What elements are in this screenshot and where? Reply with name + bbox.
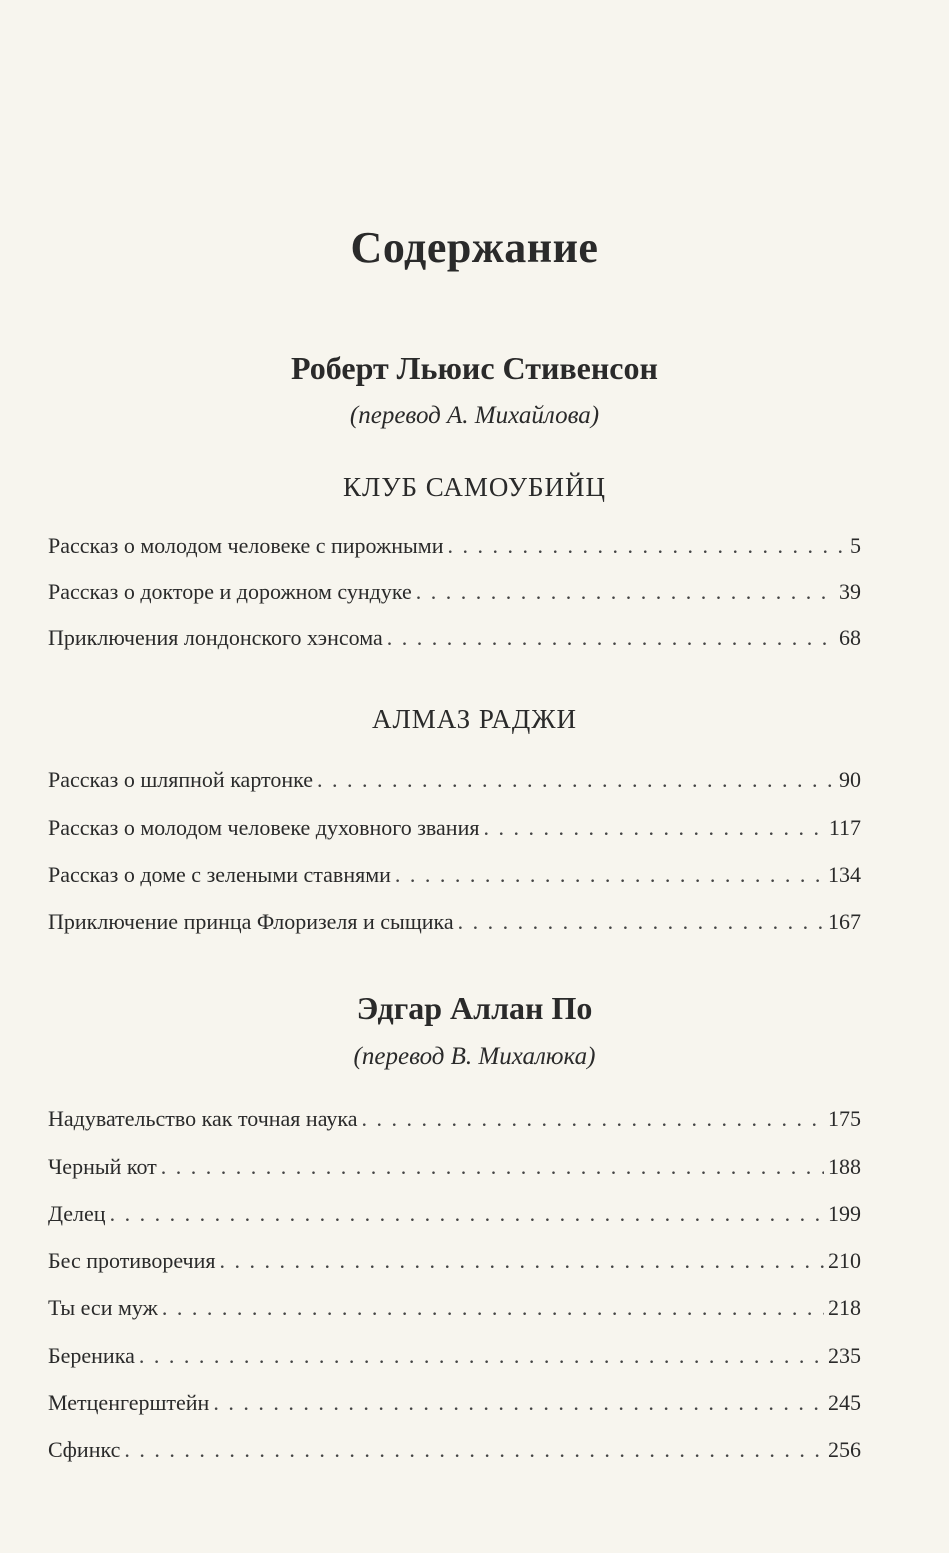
toc-entry-title: Бес противоречия (48, 1248, 216, 1273)
toc-entry[interactable] (48, 1385, 861, 1421)
toc-entry-title: Приключение принца Флоризеля и сыщика (48, 909, 454, 934)
toc-entry-page: 90 (839, 767, 861, 792)
leader-dots (361, 1101, 824, 1137)
section-title: АЛМАЗ РАДЖИ (371, 704, 578, 734)
toc-entry-title: Рассказ о докторе и дорожном сундуке (48, 579, 412, 604)
toc-entry[interactable] (48, 574, 861, 610)
section-title: КЛУБ САМОУБИЙЦ (343, 472, 606, 502)
leader-dots (124, 1432, 824, 1468)
toc-entry[interactable] (48, 1243, 861, 1279)
toc-entry-page: 175 (828, 1106, 861, 1131)
toc-entry-title: Надувательство как точная наука (48, 1106, 358, 1131)
leader-dots (161, 1149, 824, 1185)
leader-dots (139, 1338, 824, 1374)
toc-entry-page: 210 (828, 1248, 861, 1273)
toc-entry-title: Рассказ о доме с зелеными ставнями (48, 862, 391, 887)
leader-dots (317, 762, 835, 798)
toc-entry-page: 134 (828, 862, 861, 887)
toc-entry-title: Рассказ о молодом человеке с пирожными (48, 533, 444, 558)
toc-entry-page: 218 (828, 1295, 861, 1320)
toc-entry-title: Ты еси муж (48, 1295, 158, 1320)
page-title: Содержание (350, 223, 599, 272)
toc-entry[interactable] (48, 1196, 861, 1232)
toc-entry-page: 199 (828, 1201, 861, 1226)
toc-entry-page: 5 (850, 533, 861, 558)
toc-entry-title: Метценгерштейн (48, 1390, 210, 1415)
toc-entry-page: 167 (828, 909, 861, 934)
leader-dots (110, 1196, 824, 1232)
toc-entry-page: 256 (828, 1437, 861, 1462)
leader-dots (213, 1385, 824, 1421)
toc-entry[interactable] (48, 1432, 861, 1468)
toc-entry[interactable] (48, 528, 861, 564)
toc-entry-page: 235 (828, 1343, 861, 1368)
toc-entry[interactable] (48, 810, 861, 846)
toc-entry-title: Рассказ о молодом человеке духовного звания (48, 815, 480, 840)
translator-credit: (перевод В. Михалюка) (353, 1043, 596, 1070)
leader-dots (447, 528, 846, 564)
author-name: Эдгар Аллан По (356, 990, 593, 1026)
toc-entry-title: Приключения лондонского хэнсома (48, 625, 383, 650)
toc-entry-page: 68 (839, 625, 861, 650)
toc-entry-page: 245 (828, 1390, 861, 1415)
leader-dots (483, 810, 824, 846)
leader-dots (416, 574, 835, 610)
toc-entry[interactable] (48, 620, 861, 656)
leader-dots (395, 857, 824, 893)
toc-entry-page: 117 (828, 815, 861, 840)
toc-entry[interactable] (48, 1338, 861, 1374)
toc-entry[interactable] (48, 762, 861, 798)
toc-entry-title: Береника (48, 1343, 135, 1368)
leader-dots (387, 620, 835, 656)
toc-entry-title: Рассказ о шляпной картонке (48, 767, 314, 792)
leader-dots (162, 1290, 824, 1326)
toc-entry-page: 188 (828, 1154, 861, 1179)
leader-dots (458, 904, 824, 940)
toc-entry[interactable] (48, 1149, 861, 1185)
leader-dots (220, 1243, 825, 1279)
translator-credit: (перевод А. Михайлова) (349, 402, 600, 429)
author-name: Роберт Льюис Стивенсон (291, 350, 658, 386)
toc-entry[interactable] (48, 1290, 861, 1326)
toc-entry-page: 39 (839, 579, 861, 604)
toc-entry-title: Делец (48, 1201, 106, 1226)
toc-entry[interactable] (48, 1101, 861, 1137)
toc-entry-title: Сфинкс (48, 1437, 121, 1462)
toc-entry[interactable] (48, 904, 861, 940)
toc-entry[interactable] (48, 857, 861, 893)
toc-entry-title: Черный кот (48, 1154, 157, 1179)
